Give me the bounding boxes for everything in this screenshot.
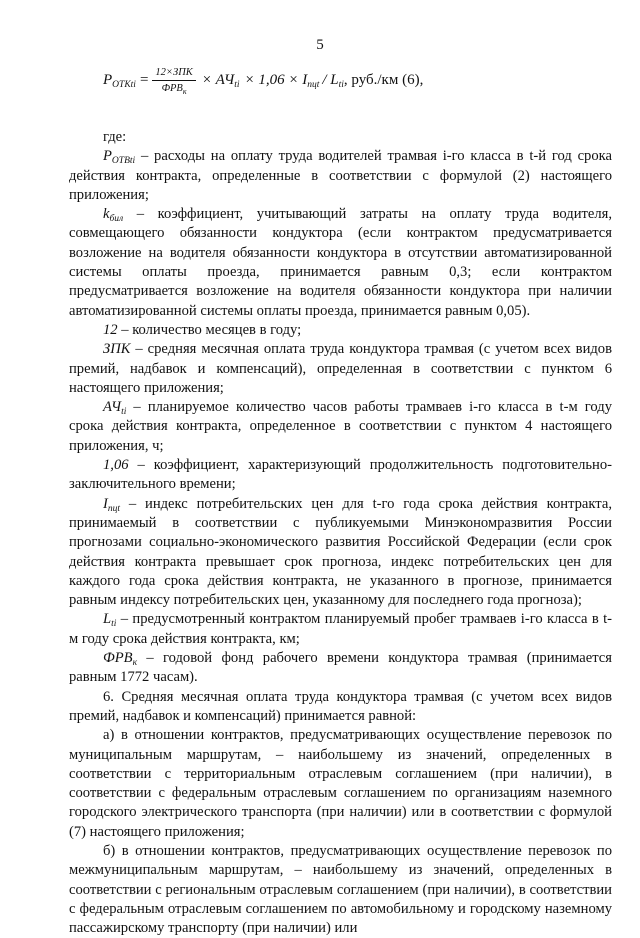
definitions-list xyxy=(69,147,612,687)
definition-symbol: $P_{OTBti}$ xyxy=(103,148,136,167)
definition-symbol: $L_{ti}$ xyxy=(103,611,117,630)
definition-item xyxy=(69,340,612,398)
page-number: 5 xyxy=(316,37,324,53)
definition-text: – коэффициент, учитывающий затраты на оплату труда водителя, совмещающего обязанности кондуктора (если контрактом предусматривается возложение на водителя обязанности кондуктора в отсутствии автоматизированной системы оплаты проезда, принимается равным 0,3; если контрактом предусматривается возложение на водителя обязанности кондуктора при наличии автоматизированной системы оплаты проезда, принимается равным 0,05). xyxy=(69,206,612,319)
definition-text: – коэффициент, характеризующий продолжительность подготовительно-заключительного времени; xyxy=(69,457,612,493)
definition-item xyxy=(69,147,612,205)
document-body xyxy=(69,128,612,938)
definition-symbol: $ФРВ_к$ xyxy=(103,650,138,669)
definition-symbol: $I_{пцt}$ xyxy=(103,495,121,514)
definition-text: – средняя месячная оплата труда кондуктора трамвая (с учетом всех видов премий, надбавок и компенсаций), определенная в соответствии с пунктом 6 настоящего приложения; xyxy=(69,341,612,396)
formula-term-index: × $1,06 \times I_{пцt}$ xyxy=(244,71,320,90)
definition-item xyxy=(69,456,612,495)
subparagraph-b: б) в отношении контрактов, предусматривающих осуществление перевозок по межмуниципальным маршрутам, – наибольшему из значений, определенных в соответствии с региональным отраслевым соглашением (при наличии), в соответствии с федеральным отраслевым соглашением по автомобильному и городскому наземному пассажирскому транспорту (при наличии) или xyxy=(69,842,612,937)
definition-symbol: $k_{бил}$ xyxy=(103,206,124,225)
formula-numerator: 12×ЗПК xyxy=(152,66,195,81)
formula-denominator: $ФРВ_к$ xyxy=(161,83,187,96)
formula-term-mileage: / $L_{ti}$ xyxy=(322,71,344,90)
definition-text: – предусмотренный контрактом планируемый пробег трамваев i-го класса в t-м году срока действия контракта, км; xyxy=(69,611,612,647)
definition-item xyxy=(69,205,612,321)
definition-item xyxy=(69,495,612,611)
subparagraph-a: а) в отношении контрактов, предусматривающих осуществление перевозок по муниципальным маршрутам, – наибольшему из значений, определенных в соответствии с территориальным отраслевым соглашением (при наличии), в соответствии с федеральным отраслевым соглашением по организациям наземного городского электрического транспорта (при наличии) или в соответствии с формулой (7) настоящего приложения; xyxy=(69,727,612,840)
formula-lhs: $P_{OTKti}$ xyxy=(103,71,136,90)
formula-6 xyxy=(103,66,603,95)
definition-item xyxy=(69,398,612,456)
definition-text: – расходы на оплату труда водителей трамвая i-го класса в t-й год срока действия контракта, определенные в соответствии с формулой (2) настоящего приложения; xyxy=(69,148,612,203)
paragraph-6: 6. Средняя месячная оплата труда кондуктора трамвая (с учетом всех видов премий, надбавок и компенсаций) принимается равной: xyxy=(69,688,612,724)
definition-text: – годовой фонд рабочего времени кондуктора трамвая (принимается равным 1772 часам). xyxy=(69,650,612,686)
definition-symbol: ЗПК xyxy=(103,341,131,358)
definition-symbol: $АЧ_{ti}$ xyxy=(103,399,127,418)
formula-fraction xyxy=(152,66,195,95)
definition-text: – индекс потребительских цен для t-го года срока действия контракта, принимаемый в соответствии с публикуемыми Минэкономразвития России прогнозами социально-экономического развития Российской Федерации (если срок действия контракта превышает срок прогноза, индекс потребительских цен для каждого года срока действия контракта, не указанного в прогнозе, принимается равным индексу потребительских цен, указанному для последнего года прогноза); xyxy=(69,495,612,609)
definition-text: – количество месяцев в году; xyxy=(117,321,302,338)
definition-item xyxy=(69,610,612,649)
definition-text: – планируемое количество часов работы трамваев i-го класса в t-м году срока действия контракта, определенное в соответствии с пунктом 4 настоящего приложения, ч; xyxy=(69,399,612,454)
definition-item xyxy=(69,321,612,340)
formula-unit: , руб./км (6), xyxy=(343,71,424,88)
definition-item xyxy=(69,649,612,688)
formula-term-ach: × $АЧ_{ti}$ xyxy=(201,71,240,90)
definition-symbol: 1,06 xyxy=(103,457,129,474)
formula-equals: = xyxy=(139,71,149,88)
where-label: где: xyxy=(103,129,127,145)
definition-symbol: 12 xyxy=(103,321,118,338)
